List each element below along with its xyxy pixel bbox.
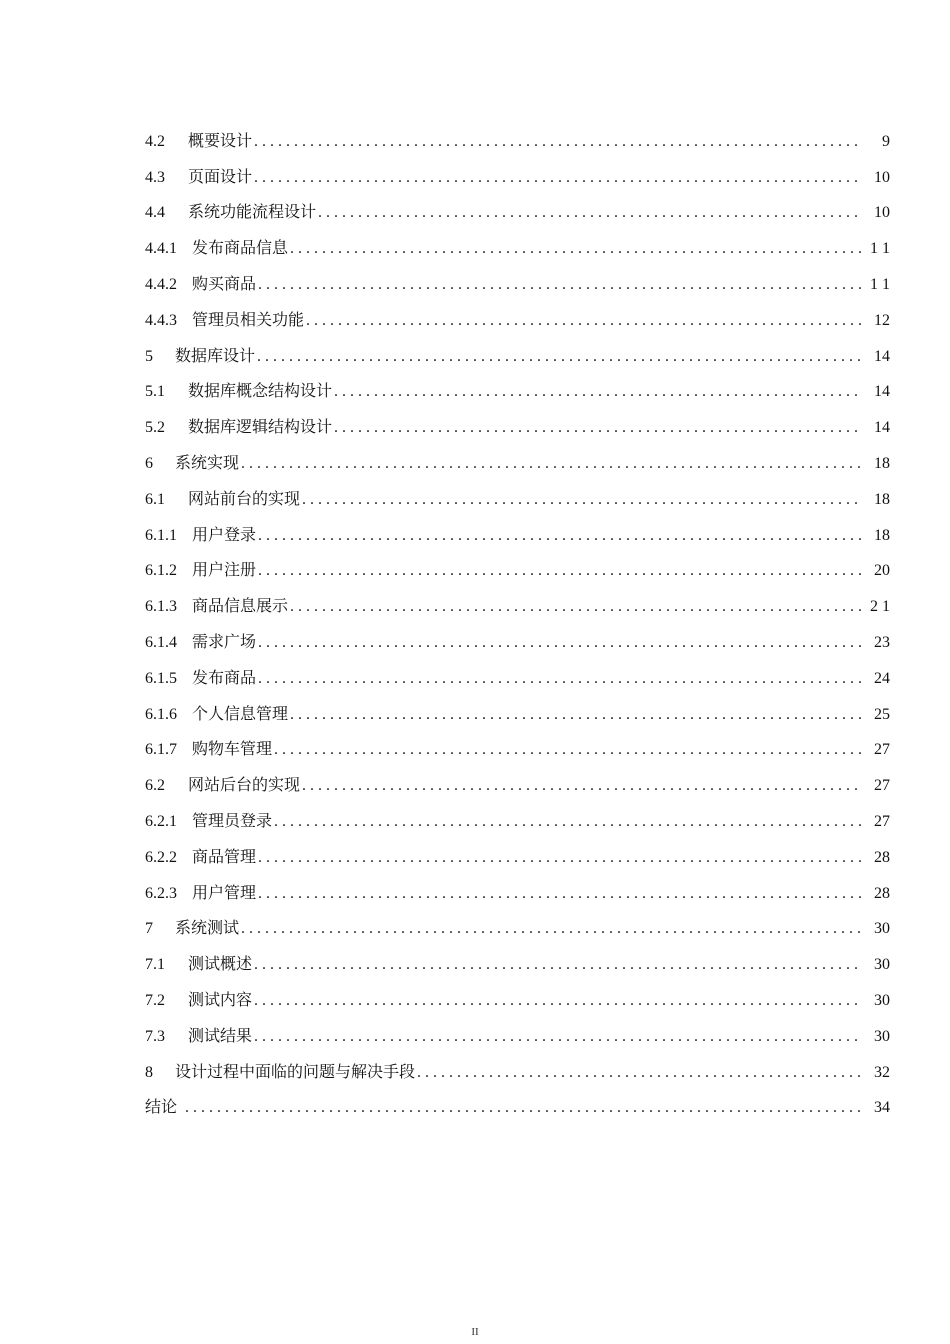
toc-entry-number: 6.2.3	[145, 884, 177, 902]
toc-entry[interactable]	[145, 796, 890, 832]
toc-entry-page: 27	[874, 777, 890, 795]
toc-dot-leader	[300, 490, 862, 510]
toc-entry-title: 网站后台的实现	[188, 777, 301, 795]
toc-dot-leader	[256, 526, 862, 546]
table-of-contents	[145, 116, 890, 1118]
toc-entry-number: 6.1.7	[145, 741, 177, 759]
toc-entry-title: 页面设计	[188, 168, 253, 186]
toc-dot-leader	[256, 669, 862, 689]
toc-dot-leader	[256, 848, 862, 868]
toc-dot-leader	[252, 168, 862, 188]
toc-dot-leader	[239, 919, 862, 939]
toc-dot-leader	[239, 454, 862, 474]
toc-entry[interactable]	[145, 1011, 890, 1047]
toc-entry[interactable]	[145, 1047, 890, 1083]
toc-entry-title: 设计过程中面临的问题与解决手段	[175, 1063, 416, 1081]
toc-entry[interactable]	[145, 581, 890, 617]
toc-dot-leader	[256, 633, 862, 653]
toc-entry-page: 12	[874, 311, 890, 329]
toc-entry-title: 用户管理	[192, 884, 257, 902]
toc-dot-leader	[332, 382, 862, 402]
toc-dot-leader	[252, 955, 862, 975]
toc-dot-leader	[256, 561, 862, 581]
toc-entry-title: 网站前台的实现	[188, 490, 301, 508]
toc-dot-leader	[252, 1027, 862, 1047]
toc-entry-title: 用户注册	[192, 562, 257, 580]
toc-entry-number: 5	[145, 347, 153, 365]
toc-entry-page: 28	[874, 848, 890, 866]
toc-entry[interactable]	[145, 1083, 890, 1119]
toc-entry-title: 管理员相关功能	[192, 311, 305, 329]
toc-entry-title: 商品信息展示	[192, 598, 289, 616]
toc-entry-number: 6.2	[145, 777, 165, 795]
toc-entry-number: 4.2	[145, 132, 165, 150]
toc-entry-page: 32	[874, 1063, 890, 1081]
toc-entry-number: 7.3	[145, 1027, 165, 1045]
toc-entry[interactable]	[145, 975, 890, 1011]
toc-entry[interactable]	[145, 116, 890, 152]
toc-entry[interactable]	[145, 259, 890, 295]
toc-entry-page: 1 1	[870, 240, 890, 258]
toc-entry-title: 个人信息管理	[192, 705, 289, 723]
toc-entry-number: 8	[145, 1063, 153, 1081]
toc-entry-number: 4.3	[145, 168, 165, 186]
toc-dot-leader	[183, 1098, 862, 1118]
toc-dot-leader	[332, 418, 862, 438]
toc-entry-page: 14	[874, 347, 890, 365]
toc-entry-page: 24	[874, 669, 890, 687]
toc-entry-title: 用户登录	[192, 526, 257, 544]
toc-entry-page: 28	[874, 884, 890, 902]
toc-entry[interactable]	[145, 295, 890, 331]
toc-entry-page: 9	[882, 132, 890, 150]
toc-entry-title: 测试概述	[188, 956, 253, 974]
toc-entry[interactable]	[145, 331, 890, 367]
toc-dot-leader	[300, 776, 862, 796]
toc-entry-title: 系统实现	[175, 454, 240, 472]
toc-dot-leader	[255, 347, 862, 367]
toc-entry-number: 4.4	[145, 204, 165, 222]
toc-entry-title: 购物车管理	[192, 741, 273, 759]
toc-dot-leader	[288, 705, 862, 725]
toc-entry-page: 27	[874, 741, 890, 759]
toc-entry-title: 商品管理	[192, 848, 257, 866]
toc-entry[interactable]	[145, 760, 890, 796]
toc-entry[interactable]	[145, 438, 890, 474]
toc-entry-page: 27	[874, 812, 890, 830]
toc-entry-number: 5.1	[145, 383, 165, 401]
toc-entry-page: 34	[874, 1099, 890, 1117]
toc-entry-page: 30	[874, 1027, 890, 1045]
toc-entry[interactable]	[145, 474, 890, 510]
toc-entry-number: 6.1	[145, 490, 165, 508]
toc-entry-page: 20	[874, 562, 890, 580]
toc-dot-leader	[252, 991, 862, 1011]
toc-entry[interactable]	[145, 223, 890, 259]
toc-entry-page: 18	[874, 490, 890, 508]
toc-dot-leader	[256, 275, 862, 295]
toc-entry-page: 18	[874, 526, 890, 544]
toc-entry-title: 数据库设计	[175, 347, 256, 365]
toc-entry[interactable]	[145, 617, 890, 653]
toc-entry-title: 数据库逻辑结构设计	[188, 419, 333, 437]
toc-entry-number: 6.2.1	[145, 812, 177, 830]
toc-dot-leader	[272, 812, 862, 832]
toc-entry-number: 6.2.2	[145, 848, 177, 866]
toc-dot-leader	[316, 203, 862, 223]
toc-entry-title: 测试结果	[188, 1027, 253, 1045]
toc-entry-title: 测试内容	[188, 991, 253, 1009]
toc-dot-leader	[252, 132, 862, 152]
toc-entry[interactable]	[145, 402, 890, 438]
toc-entry-number: 4.4.3	[145, 311, 177, 329]
toc-entry[interactable]	[145, 904, 890, 940]
toc-entry-number: 6.1.4	[145, 633, 177, 651]
toc-entry-title: 购买商品	[192, 275, 257, 293]
toc-entry-title: 系统功能流程设计	[188, 204, 317, 222]
toc-entry[interactable]	[145, 188, 890, 224]
toc-entry-page: 18	[874, 454, 890, 472]
toc-entry-page: 10	[874, 204, 890, 222]
toc-dot-leader	[288, 239, 862, 259]
toc-entry-title: 发布商品	[192, 669, 257, 687]
toc-entry[interactable]	[145, 832, 890, 868]
toc-entry-title: 结论	[145, 1099, 178, 1117]
toc-entry-number: 6.1.5	[145, 669, 177, 687]
toc-entry-page: 23	[874, 633, 890, 651]
toc-dot-leader	[288, 597, 862, 617]
toc-entry-page: 25	[874, 705, 890, 723]
toc-entry-page: 10	[874, 168, 890, 186]
toc-entry-page: 2 1	[870, 598, 890, 616]
toc-entry-title: 概要设计	[188, 132, 253, 150]
toc-entry-title: 数据库概念结构设计	[188, 383, 333, 401]
toc-dot-leader	[272, 740, 862, 760]
toc-entry-title: 发布商品信息	[192, 240, 289, 258]
toc-entry-page: 30	[874, 920, 890, 938]
toc-entry-title: 需求广场	[192, 633, 257, 651]
toc-dot-leader	[304, 311, 862, 331]
toc-entry[interactable]	[145, 546, 890, 582]
toc-entry[interactable]	[145, 689, 890, 725]
page-number: II	[471, 1326, 479, 1338]
toc-entry-number: 5.2	[145, 419, 165, 437]
toc-entry-title: 系统测试	[175, 920, 240, 938]
toc-entry[interactable]	[145, 152, 890, 188]
toc-entry-page: 1 1	[870, 275, 890, 293]
toc-entry-number: 4.4.1	[145, 240, 177, 258]
toc-entry[interactable]	[145, 510, 890, 546]
toc-entry-number: 6.1.3	[145, 598, 177, 616]
toc-dot-leader	[256, 884, 862, 904]
toc-entry-number: 6	[145, 454, 153, 472]
toc-dot-leader	[415, 1063, 862, 1083]
toc-entry-number: 4.4.2	[145, 275, 177, 293]
toc-entry-number: 6.1.1	[145, 526, 177, 544]
toc-entry-page: 30	[874, 956, 890, 974]
toc-entry[interactable]	[145, 939, 890, 975]
toc-entry[interactable]	[145, 868, 890, 904]
toc-entry-page: 14	[874, 419, 890, 437]
toc-entry-number: 7.1	[145, 956, 165, 974]
toc-entry-page: 30	[874, 991, 890, 1009]
toc-entry[interactable]	[145, 725, 890, 761]
toc-entry-number: 7.2	[145, 991, 165, 1009]
toc-entry-page: 14	[874, 383, 890, 401]
toc-entry-title: 管理员登录	[192, 812, 273, 830]
toc-entry-number: 6.1.2	[145, 562, 177, 580]
toc-entry-number: 6.1.6	[145, 705, 177, 723]
toc-entry[interactable]	[145, 653, 890, 689]
toc-entry-number: 7	[145, 920, 153, 938]
toc-entry[interactable]	[145, 367, 890, 403]
